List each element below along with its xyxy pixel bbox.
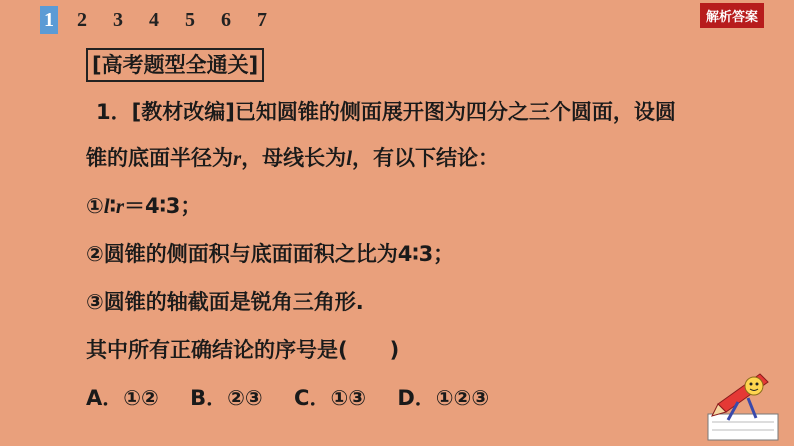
- question-line-1: [96, 96, 676, 126]
- var-r: r: [233, 146, 242, 170]
- choice-b[interactable]: B．②③: [190, 386, 263, 410]
- statement-2: ②圆锥的侧面积与底面面积之比为4∶3；: [86, 242, 455, 266]
- statement-1-var-r: r: [115, 194, 124, 218]
- question-line-2: [86, 142, 499, 172]
- question-number: 1．: [96, 100, 132, 124]
- statement-1-marker: ①: [86, 194, 104, 218]
- nav-item-4[interactable]: 4: [149, 9, 159, 31]
- statement-1-var-l: l: [103, 194, 110, 218]
- statement-1-value: ＝4∶3；: [124, 194, 202, 218]
- nav-item-6[interactable]: 6: [221, 9, 231, 31]
- question-nav: [40, 4, 280, 36]
- pencil-mascot-icon: [698, 364, 786, 442]
- choice-a[interactable]: A．①②: [86, 386, 159, 410]
- nav-item-5[interactable]: 5: [185, 9, 195, 31]
- question-text-2c: ，有以下结论：: [352, 146, 500, 170]
- nav-item-1[interactable]: 1: [40, 6, 58, 34]
- question-text-1: 已知圆锥的侧面展开图为四分之三个圆面，设圆: [234, 100, 676, 124]
- statement-1: [86, 190, 201, 220]
- question-prompt: 其中所有正确结论的序号是( ): [86, 338, 400, 362]
- choices: [86, 382, 513, 412]
- nav-item-7[interactable]: 7: [257, 9, 267, 31]
- statement-3: ③圆锥的轴截面是锐角三角形.: [86, 290, 364, 314]
- answer-button[interactable]: 解析答案: [700, 3, 764, 28]
- section-label: [高考题型全通关]: [86, 48, 264, 82]
- statement-1-colon: ∶: [109, 194, 116, 218]
- var-l: l: [346, 146, 353, 170]
- choice-d[interactable]: D．①②③: [397, 386, 490, 410]
- question-tag: [教材改编]: [131, 100, 235, 124]
- nav-item-3[interactable]: 3: [113, 9, 123, 31]
- question-text-2a: 锥的底面半径为: [86, 146, 233, 170]
- nav-item-2[interactable]: 2: [77, 9, 87, 31]
- question-text-2b: ，母线长为: [241, 146, 347, 170]
- choice-c[interactable]: C．①③: [294, 386, 367, 410]
